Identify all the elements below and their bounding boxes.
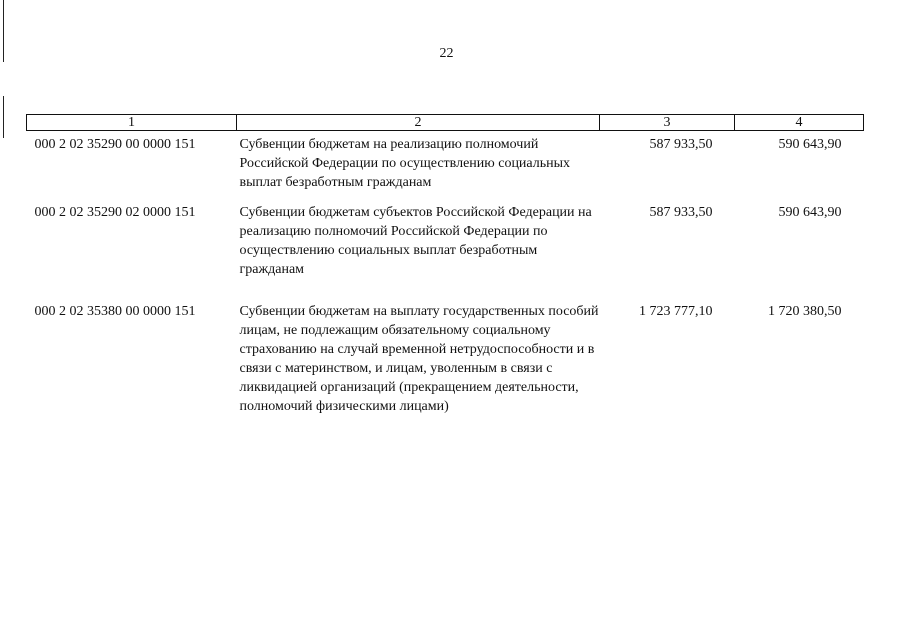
table-header bbox=[27, 115, 864, 131]
description: Субвенции бюджетам на реализацию полномочий Российской Федерации по осуществлению социальных выплат безработным гражданам bbox=[239, 137, 571, 190]
value-column-4: 590 643,90 bbox=[778, 205, 842, 220]
scan-edge-line bbox=[3, 96, 4, 138]
budget-code: 000 2 02 35290 02 0000 151 bbox=[34, 205, 196, 220]
value-column-4: 590 643,90 bbox=[778, 137, 842, 152]
budget-code: 000 2 02 35290 00 0000 151 bbox=[34, 137, 196, 152]
table-body bbox=[27, 131, 864, 423]
table-row bbox=[27, 302, 864, 422]
description: Субвенции бюджетам субъектов Российской Федерации на реализацию полномочий Российской Федерации по осуществлению социальных выплат безработным гражданам bbox=[239, 205, 592, 277]
page-number: 22 bbox=[439, 46, 454, 61]
table-row bbox=[27, 131, 864, 204]
column-header-2: 2 bbox=[237, 115, 600, 131]
column-header-3: 3 bbox=[600, 115, 735, 131]
value-column-3: 587 933,50 bbox=[649, 205, 713, 220]
value-column-3: 587 933,50 bbox=[649, 137, 713, 152]
header-row bbox=[27, 115, 864, 131]
value-column-3: 1 723 777,10 bbox=[639, 304, 713, 319]
description: Субвенции бюджетам на выплату государственных пособий лицам, не подлежащим обязательному социальному страхованию на случай временной нетрудоспособности и в связи с материнством, и лицам, уволенным в связи с ликвидацией организаций (прекращением деятельности, полномочий физическими лицами) bbox=[239, 304, 599, 414]
column-header-1: 1 bbox=[27, 115, 237, 131]
value-column-4: 1 720 380,50 bbox=[768, 304, 842, 319]
budget-table bbox=[26, 114, 864, 422]
budget-code: 000 2 02 35380 00 0000 151 bbox=[34, 304, 196, 319]
column-header-4: 4 bbox=[735, 115, 864, 131]
table-row bbox=[27, 203, 864, 302]
budget-table-container bbox=[26, 114, 863, 422]
